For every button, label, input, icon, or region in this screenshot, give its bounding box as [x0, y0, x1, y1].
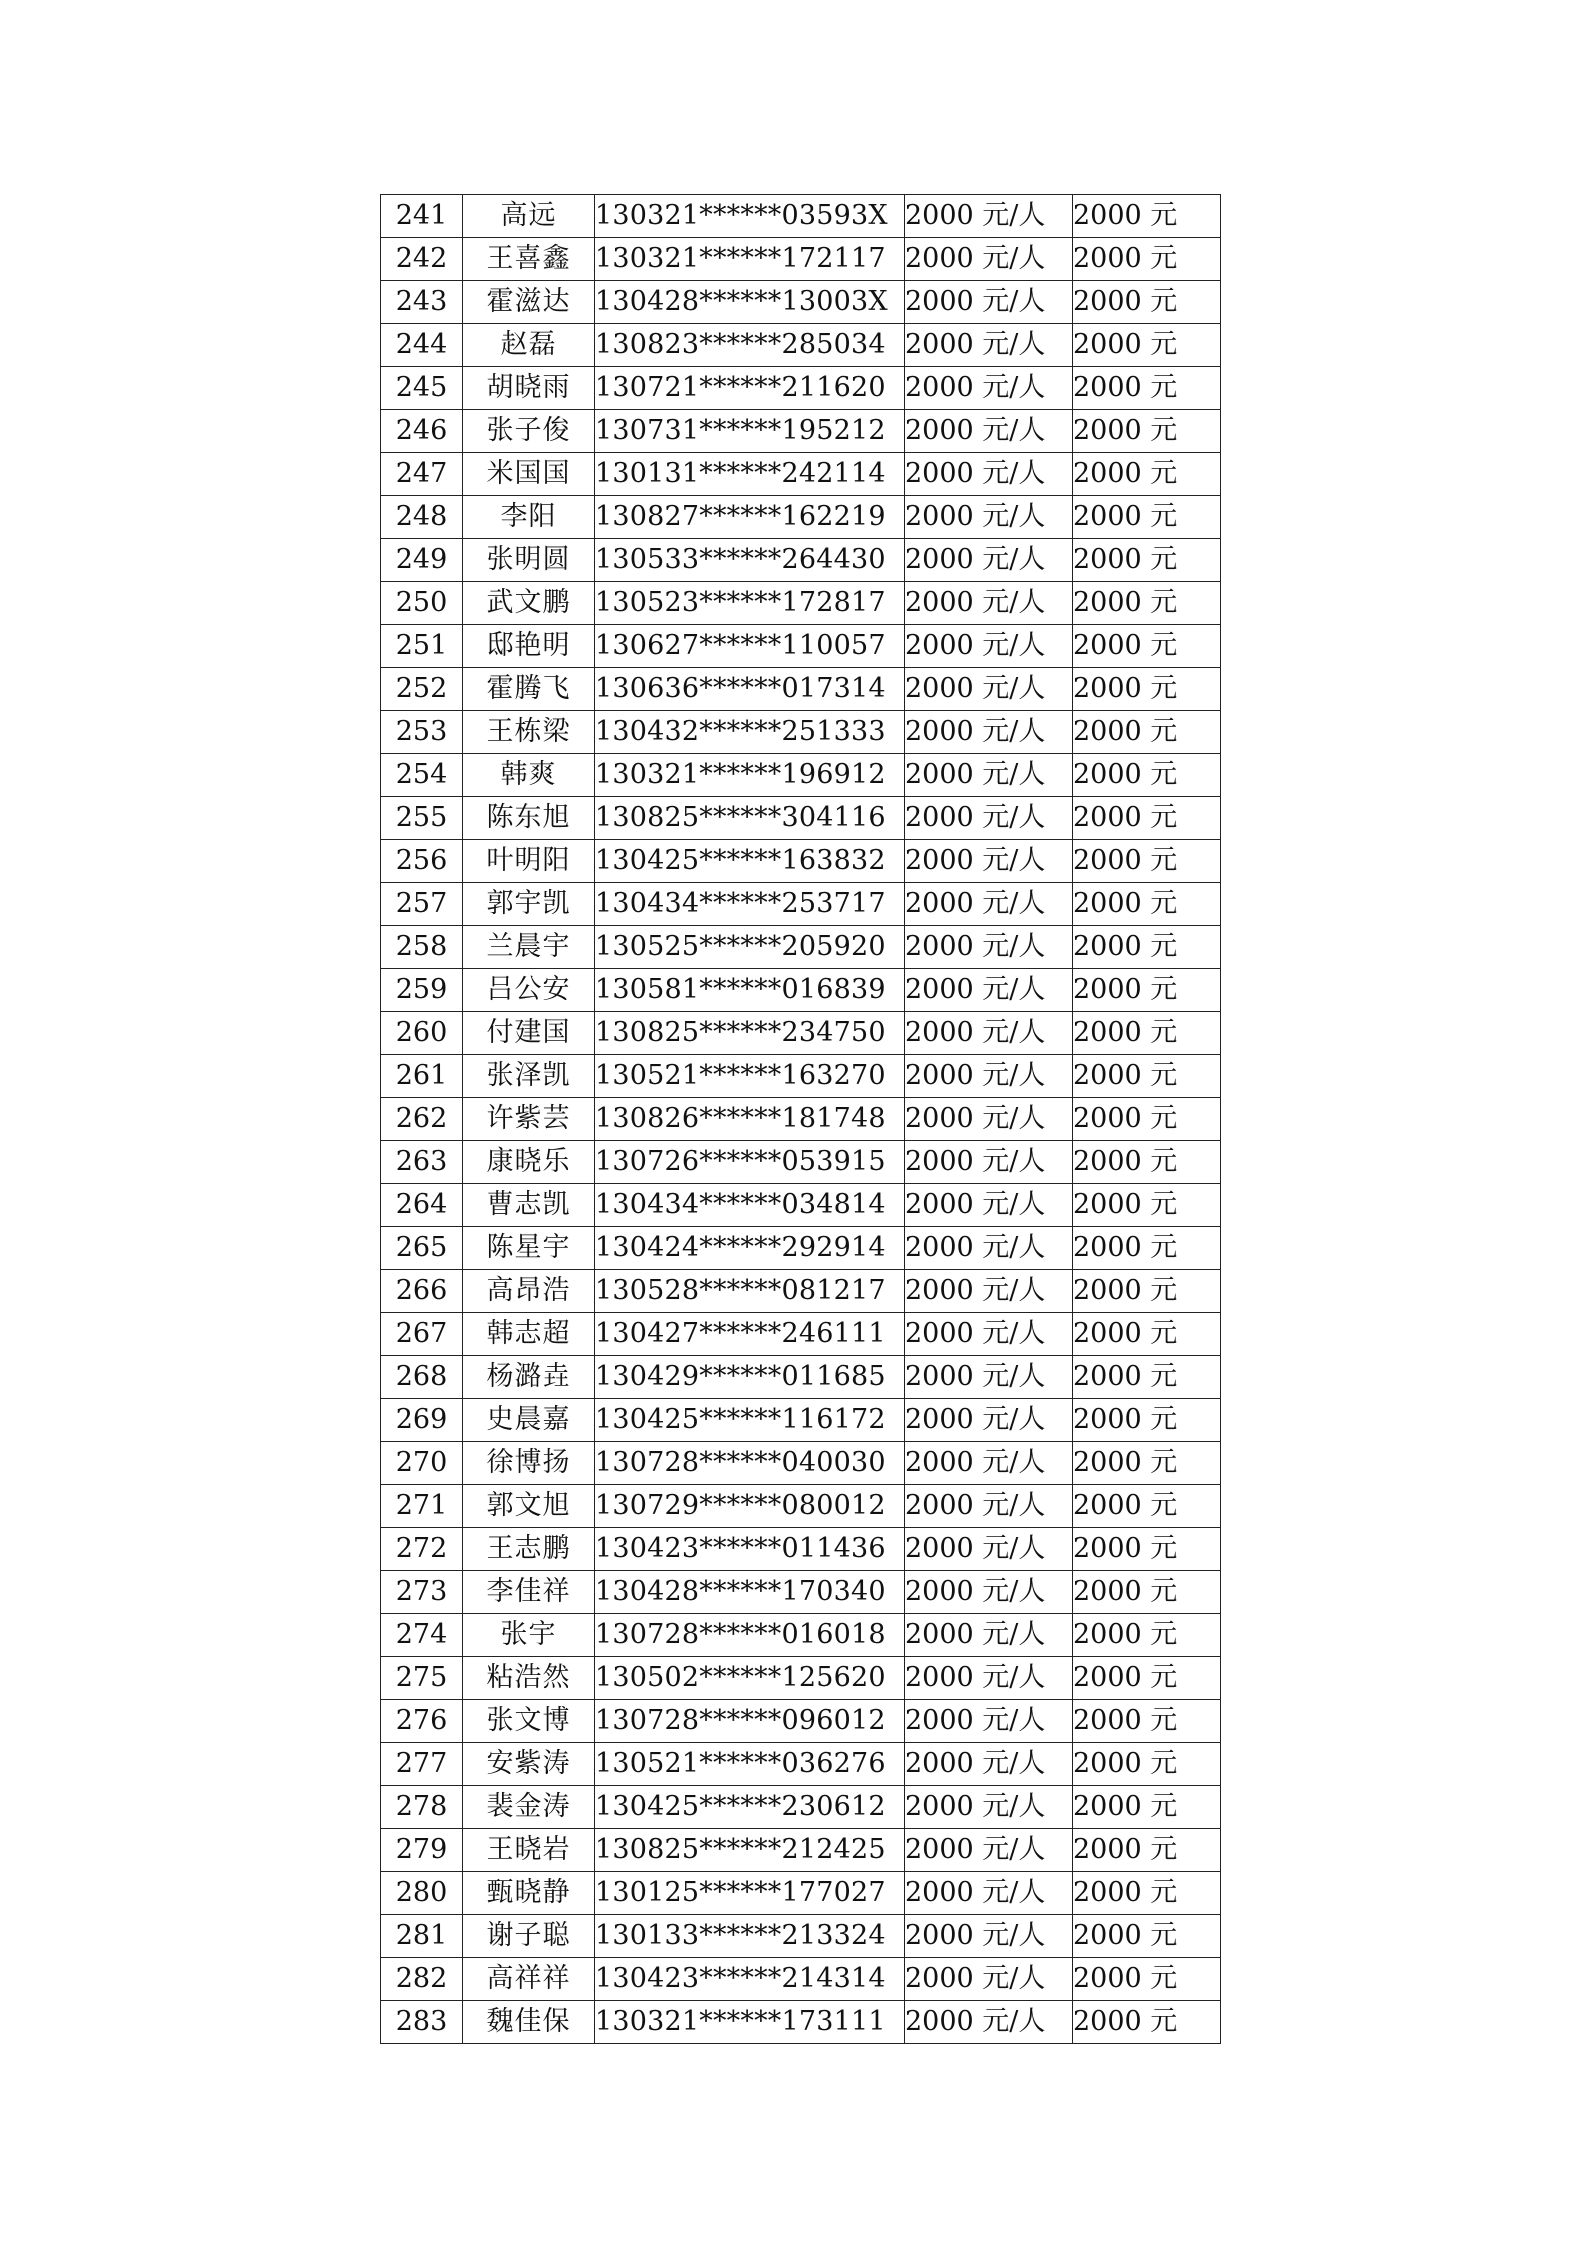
- row-number-cell: 248: [381, 496, 463, 539]
- person-name-cell: 张子俊: [463, 410, 595, 453]
- subsidy-standard-cell: 2000 元/人: [905, 1442, 1073, 1485]
- subsidy-standard-cell: 2000 元/人: [905, 1614, 1073, 1657]
- subsidy-amount-cell: 2000 元: [1073, 1184, 1221, 1227]
- subsidy-amount-cell: 2000 元: [1073, 797, 1221, 840]
- row-number-cell: 256: [381, 840, 463, 883]
- subsidy-amount-cell: 2000 元: [1073, 969, 1221, 1012]
- person-name-cell: 高祥祥: [463, 1958, 595, 2001]
- subsidy-amount-cell: 2000 元: [1073, 1442, 1221, 1485]
- id-number-cell: 130825******304116: [595, 797, 905, 840]
- subsidy-amount-cell: 2000 元: [1073, 883, 1221, 926]
- id-number-cell: 130581******016839: [595, 969, 905, 1012]
- id-number-cell: 130434******253717: [595, 883, 905, 926]
- subsidy-amount-cell: 2000 元: [1073, 926, 1221, 969]
- person-name-cell: 张宇: [463, 1614, 595, 1657]
- row-number-cell: 268: [381, 1356, 463, 1399]
- subsidy-standard-cell: 2000 元/人: [905, 238, 1073, 281]
- row-number-cell: 258: [381, 926, 463, 969]
- row-number-cell: 259: [381, 969, 463, 1012]
- row-number-cell: 262: [381, 1098, 463, 1141]
- person-name-cell: 邸艳明: [463, 625, 595, 668]
- subsidy-amount-cell: 2000 元: [1073, 1270, 1221, 1313]
- id-number-cell: 130125******177027: [595, 1872, 905, 1915]
- person-name-cell: 叶明阳: [463, 840, 595, 883]
- row-number-cell: 245: [381, 367, 463, 410]
- row-number-cell: 272: [381, 1528, 463, 1571]
- id-number-cell: 130321******03593X: [595, 195, 905, 238]
- table-row: [381, 1442, 1221, 1485]
- subsidy-amount-cell: 2000 元: [1073, 539, 1221, 582]
- subsidy-standard-cell: 2000 元/人: [905, 582, 1073, 625]
- id-number-cell: 130823******285034: [595, 324, 905, 367]
- person-name-cell: 康晓乐: [463, 1141, 595, 1184]
- subsidy-standard-cell: 2000 元/人: [905, 324, 1073, 367]
- person-name-cell: 郭宇凯: [463, 883, 595, 926]
- row-number-cell: 261: [381, 1055, 463, 1098]
- subsidy-standard-cell: 2000 元/人: [905, 281, 1073, 324]
- subsidy-amount-cell: 2000 元: [1073, 1528, 1221, 1571]
- table-row: [381, 1614, 1221, 1657]
- id-number-cell: 130627******110057: [595, 625, 905, 668]
- id-number-cell: 130432******251333: [595, 711, 905, 754]
- subsidy-standard-cell: 2000 元/人: [905, 926, 1073, 969]
- subsidy-standard-cell: 2000 元/人: [905, 1012, 1073, 1055]
- subsidy-amount-cell: 2000 元: [1073, 1786, 1221, 1829]
- table-row: [381, 969, 1221, 1012]
- subsidy-amount-cell: 2000 元: [1073, 1227, 1221, 1270]
- subsidy-amount-cell: 2000 元: [1073, 238, 1221, 281]
- subsidy-standard-cell: 2000 元/人: [905, 1872, 1073, 1915]
- subsidy-amount-cell: 2000 元: [1073, 1743, 1221, 1786]
- row-number-cell: 282: [381, 1958, 463, 2001]
- subsidy-standard-cell: 2000 元/人: [905, 1184, 1073, 1227]
- id-number-cell: 130825******212425: [595, 1829, 905, 1872]
- row-number-cell: 249: [381, 539, 463, 582]
- subsidy-standard-cell: 2000 元/人: [905, 1829, 1073, 1872]
- table-row: [381, 1700, 1221, 1743]
- id-number-cell: 130827******162219: [595, 496, 905, 539]
- subsidy-amount-cell: 2000 元: [1073, 1313, 1221, 1356]
- person-name-cell: 霍滋达: [463, 281, 595, 324]
- person-name-cell: 徐博扬: [463, 1442, 595, 1485]
- person-name-cell: 王栋梁: [463, 711, 595, 754]
- row-number-cell: 280: [381, 1872, 463, 1915]
- subsidy-standard-cell: 2000 元/人: [905, 1356, 1073, 1399]
- row-number-cell: 278: [381, 1786, 463, 1829]
- table-row: [381, 1012, 1221, 1055]
- table-row: [381, 1571, 1221, 1614]
- subsidy-amount-cell: 2000 元: [1073, 1571, 1221, 1614]
- id-number-cell: 130825******234750: [595, 1012, 905, 1055]
- subsidy-standard-cell: 2000 元/人: [905, 410, 1073, 453]
- row-number-cell: 263: [381, 1141, 463, 1184]
- row-number-cell: 251: [381, 625, 463, 668]
- person-name-cell: 曹志凯: [463, 1184, 595, 1227]
- id-number-cell: 130521******036276: [595, 1743, 905, 1786]
- subsidy-amount-cell: 2000 元: [1073, 281, 1221, 324]
- row-number-cell: 276: [381, 1700, 463, 1743]
- person-name-cell: 陈东旭: [463, 797, 595, 840]
- person-name-cell: 王晓岩: [463, 1829, 595, 1872]
- row-number-cell: 277: [381, 1743, 463, 1786]
- subsidy-amount-cell: 2000 元: [1073, 625, 1221, 668]
- subsidy-standard-cell: 2000 元/人: [905, 367, 1073, 410]
- table-row: [381, 1184, 1221, 1227]
- subsidy-standard-cell: 2000 元/人: [905, 1657, 1073, 1700]
- subsidy-amount-cell: 2000 元: [1073, 840, 1221, 883]
- subsidy-standard-cell: 2000 元/人: [905, 1571, 1073, 1614]
- row-number-cell: 267: [381, 1313, 463, 1356]
- table-row: [381, 1958, 1221, 2001]
- subsidy-standard-cell: 2000 元/人: [905, 1141, 1073, 1184]
- subsidy-standard-cell: 2000 元/人: [905, 668, 1073, 711]
- id-number-cell: 130523******172817: [595, 582, 905, 625]
- subsidy-standard-cell: 2000 元/人: [905, 1270, 1073, 1313]
- table-row: [381, 410, 1221, 453]
- row-number-cell: 254: [381, 754, 463, 797]
- subsidy-amount-cell: 2000 元: [1073, 1958, 1221, 2001]
- subsidy-standard-cell: 2000 元/人: [905, 539, 1073, 582]
- row-number-cell: 243: [381, 281, 463, 324]
- subsidy-standard-cell: 2000 元/人: [905, 969, 1073, 1012]
- person-name-cell: 胡晓雨: [463, 367, 595, 410]
- subsidy-standard-cell: 2000 元/人: [905, 1399, 1073, 1442]
- id-number-cell: 130826******181748: [595, 1098, 905, 1141]
- id-number-cell: 130425******116172: [595, 1399, 905, 1442]
- subsidy-amount-cell: 2000 元: [1073, 1098, 1221, 1141]
- table-row: [381, 1356, 1221, 1399]
- subsidy-amount-cell: 2000 元: [1073, 582, 1221, 625]
- table-row: [381, 1485, 1221, 1528]
- person-name-cell: 杨潞垚: [463, 1356, 595, 1399]
- id-number-cell: 130729******080012: [595, 1485, 905, 1528]
- person-name-cell: 韩爽: [463, 754, 595, 797]
- table-row: [381, 1055, 1221, 1098]
- person-name-cell: 霍腾飞: [463, 668, 595, 711]
- row-number-cell: 281: [381, 1915, 463, 1958]
- subsidy-standard-cell: 2000 元/人: [905, 1743, 1073, 1786]
- row-number-cell: 250: [381, 582, 463, 625]
- subsidy-standard-cell: 2000 元/人: [905, 711, 1073, 754]
- subsidy-standard-cell: 2000 元/人: [905, 2001, 1073, 2044]
- table-row: [381, 1399, 1221, 1442]
- subsidy-amount-cell: 2000 元: [1073, 1657, 1221, 1700]
- table-row: [381, 1657, 1221, 1700]
- id-number-cell: 130321******172117: [595, 238, 905, 281]
- id-number-cell: 130423******214314: [595, 1958, 905, 2001]
- id-number-cell: 130502******125620: [595, 1657, 905, 1700]
- person-name-cell: 高昂浩: [463, 1270, 595, 1313]
- row-number-cell: 260: [381, 1012, 463, 1055]
- person-name-cell: 韩志超: [463, 1313, 595, 1356]
- subsidy-standard-cell: 2000 元/人: [905, 496, 1073, 539]
- person-name-cell: 张明圆: [463, 539, 595, 582]
- subsidy-amount-cell: 2000 元: [1073, 1399, 1221, 1442]
- person-name-cell: 裴金涛: [463, 1786, 595, 1829]
- id-number-cell: 130321******173111: [595, 2001, 905, 2044]
- row-number-cell: 265: [381, 1227, 463, 1270]
- row-number-cell: 275: [381, 1657, 463, 1700]
- subsidy-amount-cell: 2000 元: [1073, 496, 1221, 539]
- subsidy-standard-cell: 2000 元/人: [905, 754, 1073, 797]
- table-row: [381, 1227, 1221, 1270]
- table-row: [381, 1829, 1221, 1872]
- row-number-cell: 244: [381, 324, 463, 367]
- id-number-cell: 130429******011685: [595, 1356, 905, 1399]
- subsidy-amount-cell: 2000 元: [1073, 1485, 1221, 1528]
- subsidy-amount-cell: 2000 元: [1073, 1915, 1221, 1958]
- subsidy-standard-cell: 2000 元/人: [905, 1055, 1073, 1098]
- id-number-cell: 130425******230612: [595, 1786, 905, 1829]
- id-number-cell: 130427******246111: [595, 1313, 905, 1356]
- subsidy-amount-cell: 2000 元: [1073, 668, 1221, 711]
- subsidy-amount-cell: 2000 元: [1073, 1356, 1221, 1399]
- table-row: [381, 1141, 1221, 1184]
- subsidy-standard-cell: 2000 元/人: [905, 1485, 1073, 1528]
- table-body: [381, 195, 1221, 2044]
- table-row: [381, 324, 1221, 367]
- subsidy-standard-cell: 2000 元/人: [905, 453, 1073, 496]
- subsidy-standard-cell: 2000 元/人: [905, 1958, 1073, 2001]
- person-name-cell: 兰晨宇: [463, 926, 595, 969]
- table-row: [381, 1270, 1221, 1313]
- subsidy-amount-cell: 2000 元: [1073, 754, 1221, 797]
- row-number-cell: 264: [381, 1184, 463, 1227]
- subsidy-amount-cell: 2000 元: [1073, 453, 1221, 496]
- table-row: [381, 840, 1221, 883]
- id-number-cell: 130321******196912: [595, 754, 905, 797]
- id-number-cell: 130731******195212: [595, 410, 905, 453]
- person-name-cell: 赵磊: [463, 324, 595, 367]
- subsidy-standard-cell: 2000 元/人: [905, 797, 1073, 840]
- id-number-cell: 130425******163832: [595, 840, 905, 883]
- person-name-cell: 武文鹏: [463, 582, 595, 625]
- table-row: [381, 1313, 1221, 1356]
- subsidy-standard-cell: 2000 元/人: [905, 1700, 1073, 1743]
- id-number-cell: 130728******016018: [595, 1614, 905, 1657]
- table-row: [381, 926, 1221, 969]
- person-name-cell: 谢子聪: [463, 1915, 595, 1958]
- subsidy-standard-cell: 2000 元/人: [905, 1915, 1073, 1958]
- person-name-cell: 付建国: [463, 1012, 595, 1055]
- person-name-cell: 张泽凯: [463, 1055, 595, 1098]
- person-name-cell: 米国国: [463, 453, 595, 496]
- subsidy-amount-cell: 2000 元: [1073, 1012, 1221, 1055]
- table-row: [381, 496, 1221, 539]
- subsidy-standard-cell: 2000 元/人: [905, 883, 1073, 926]
- row-number-cell: 242: [381, 238, 463, 281]
- id-number-cell: 130528******081217: [595, 1270, 905, 1313]
- table-row: [381, 195, 1221, 238]
- person-name-cell: 安紫涛: [463, 1743, 595, 1786]
- id-number-cell: 130521******163270: [595, 1055, 905, 1098]
- id-number-cell: 130728******040030: [595, 1442, 905, 1485]
- table-row: [381, 625, 1221, 668]
- subsidy-standard-cell: 2000 元/人: [905, 1313, 1073, 1356]
- table-row: [381, 711, 1221, 754]
- table-row: [381, 2001, 1221, 2044]
- person-name-cell: 李阳: [463, 496, 595, 539]
- row-number-cell: 253: [381, 711, 463, 754]
- subsidy-standard-cell: 2000 元/人: [905, 1786, 1073, 1829]
- table-row: [381, 1786, 1221, 1829]
- id-number-cell: 130131******242114: [595, 453, 905, 496]
- person-name-cell: 张文博: [463, 1700, 595, 1743]
- table-row: [381, 281, 1221, 324]
- table-row: [381, 797, 1221, 840]
- row-number-cell: 241: [381, 195, 463, 238]
- table-row: [381, 1098, 1221, 1141]
- subsidy-standard-cell: 2000 元/人: [905, 840, 1073, 883]
- subsidy-roster-table: [380, 194, 1221, 2044]
- subsidy-standard-cell: 2000 元/人: [905, 195, 1073, 238]
- id-number-cell: 130424******292914: [595, 1227, 905, 1270]
- person-name-cell: 李佳祥: [463, 1571, 595, 1614]
- person-name-cell: 粘浩然: [463, 1657, 595, 1700]
- id-number-cell: 130428******170340: [595, 1571, 905, 1614]
- subsidy-standard-cell: 2000 元/人: [905, 1528, 1073, 1571]
- table-row: [381, 367, 1221, 410]
- id-number-cell: 130533******264430: [595, 539, 905, 582]
- table-row: [381, 453, 1221, 496]
- person-name-cell: 许紫芸: [463, 1098, 595, 1141]
- person-name-cell: 王喜鑫: [463, 238, 595, 281]
- id-number-cell: 130434******034814: [595, 1184, 905, 1227]
- subsidy-amount-cell: 2000 元: [1073, 1614, 1221, 1657]
- id-number-cell: 130423******011436: [595, 1528, 905, 1571]
- person-name-cell: 高远: [463, 195, 595, 238]
- table-row: [381, 1872, 1221, 1915]
- subsidy-standard-cell: 2000 元/人: [905, 1098, 1073, 1141]
- subsidy-amount-cell: 2000 元: [1073, 195, 1221, 238]
- row-number-cell: 270: [381, 1442, 463, 1485]
- row-number-cell: 266: [381, 1270, 463, 1313]
- subsidy-standard-cell: 2000 元/人: [905, 1227, 1073, 1270]
- person-name-cell: 魏佳保: [463, 2001, 595, 2044]
- row-number-cell: 252: [381, 668, 463, 711]
- id-number-cell: 130133******213324: [595, 1915, 905, 1958]
- row-number-cell: 274: [381, 1614, 463, 1657]
- id-number-cell: 130525******205920: [595, 926, 905, 969]
- id-number-cell: 130726******053915: [595, 1141, 905, 1184]
- person-name-cell: 史晨嘉: [463, 1399, 595, 1442]
- subsidy-amount-cell: 2000 元: [1073, 1700, 1221, 1743]
- row-number-cell: 279: [381, 1829, 463, 1872]
- person-name-cell: 郭文旭: [463, 1485, 595, 1528]
- subsidy-amount-cell: 2000 元: [1073, 2001, 1221, 2044]
- table-row: [381, 883, 1221, 926]
- subsidy-amount-cell: 2000 元: [1073, 367, 1221, 410]
- subsidy-amount-cell: 2000 元: [1073, 1141, 1221, 1184]
- table-row: [381, 668, 1221, 711]
- person-name-cell: 陈星宇: [463, 1227, 595, 1270]
- row-number-cell: 273: [381, 1571, 463, 1614]
- table-row: [381, 754, 1221, 797]
- table-row: [381, 539, 1221, 582]
- id-number-cell: 130721******211620: [595, 367, 905, 410]
- id-number-cell: 130728******096012: [595, 1700, 905, 1743]
- table-row: [381, 1743, 1221, 1786]
- person-name-cell: 甄晓静: [463, 1872, 595, 1915]
- subsidy-amount-cell: 2000 元: [1073, 1872, 1221, 1915]
- subsidy-amount-cell: 2000 元: [1073, 1055, 1221, 1098]
- subsidy-standard-cell: 2000 元/人: [905, 625, 1073, 668]
- person-name-cell: 吕公安: [463, 969, 595, 1012]
- row-number-cell: 255: [381, 797, 463, 840]
- row-number-cell: 283: [381, 2001, 463, 2044]
- id-number-cell: 130636******017314: [595, 668, 905, 711]
- id-number-cell: 130428******13003X: [595, 281, 905, 324]
- table-row: [381, 1528, 1221, 1571]
- table-row: [381, 238, 1221, 281]
- subsidy-amount-cell: 2000 元: [1073, 324, 1221, 367]
- person-name-cell: 王志鹏: [463, 1528, 595, 1571]
- row-number-cell: 257: [381, 883, 463, 926]
- table-row: [381, 1915, 1221, 1958]
- subsidy-amount-cell: 2000 元: [1073, 1829, 1221, 1872]
- subsidy-amount-cell: 2000 元: [1073, 410, 1221, 453]
- subsidy-amount-cell: 2000 元: [1073, 711, 1221, 754]
- row-number-cell: 246: [381, 410, 463, 453]
- table-row: [381, 582, 1221, 625]
- row-number-cell: 269: [381, 1399, 463, 1442]
- row-number-cell: 271: [381, 1485, 463, 1528]
- row-number-cell: 247: [381, 453, 463, 496]
